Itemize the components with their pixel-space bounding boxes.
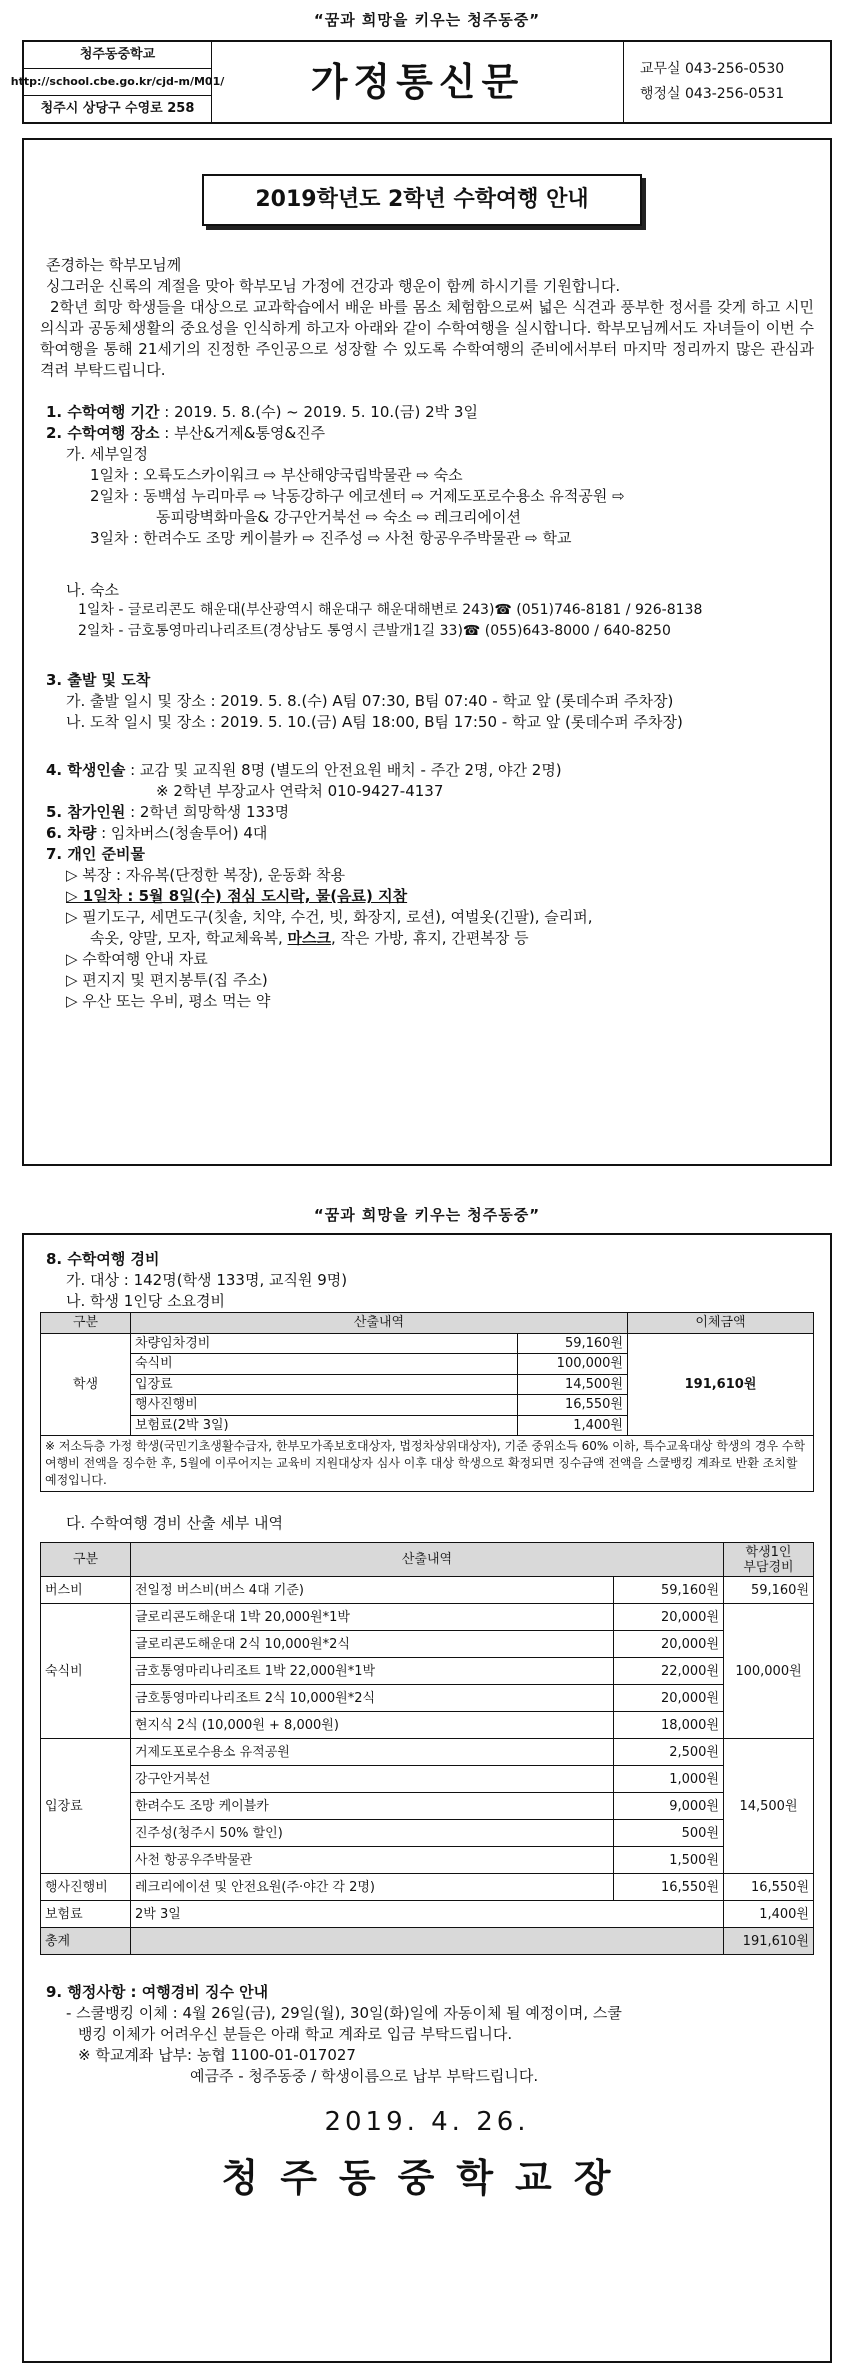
row-detail: 금호통영마리나리조트 1박 22,000원*1박 <box>131 1658 614 1685</box>
phone-teachers: 교무실 043-256-0530 <box>640 61 785 78</box>
cost-value: 100,000원 <box>518 1354 628 1375</box>
row-value: 1,000원 <box>614 1766 724 1793</box>
table-row <box>41 1658 814 1685</box>
row-value: 22,000원 <box>614 1658 724 1685</box>
low-income-note: ※ 저소득층 가정 학생(국민기초생활수급자, 한부모가족보호대상자, 법정차상위대상자), 기준 중위소득 60% 이하, 특수교육대상 학생의 경우 수학여행비 전액을 징수한 후, 5월에 이루어지는 교육비 지원대상자 심사 이후 대상 학생으로 확정되면 징수금액 전액을 스쿨뱅킹 계좌로 반환 조치할 예정입니다. <box>40 1436 814 1492</box>
section-value: : 2학년 희망학생 133명 <box>125 803 290 821</box>
row-detail: 금호통영마리나리조트 2식 10,000원*2식 <box>131 1685 614 1712</box>
row-sum: 14,500원 <box>724 1739 814 1874</box>
cost-summary-table <box>40 1312 814 1436</box>
section-label: 2. 수학여행 장소 <box>46 424 160 442</box>
header-type: 구분 <box>41 1543 131 1577</box>
section-admin <box>40 1982 814 2003</box>
row-detail: 진주성(청주시 50% 할인) <box>131 1820 614 1847</box>
row-detail: 한려수도 조망 케이블카 <box>131 1793 614 1820</box>
section-value: : 여행경비 징수 안내 <box>125 1983 269 2002</box>
table-row <box>41 1631 814 1658</box>
intro-paragraph-1: 싱그러운 신록의 계절을 맞아 학부모님 가정에 건강과 행운이 함께 하시기를 기원합니다. <box>46 277 621 295</box>
motto: “꿈과 희망을 키우는 청주동중” <box>313 1206 541 1224</box>
table-row <box>41 1901 814 1928</box>
row-sum: 16,550원 <box>724 1874 814 1901</box>
row-value: 2,500원 <box>614 1739 724 1766</box>
row-detail: 현지식 2식 (10,000원 + 8,000원) <box>131 1712 614 1739</box>
row-value: 1,500원 <box>614 1847 724 1874</box>
header-type: 구분 <box>41 1313 131 1334</box>
account-holder: 예금주 - 청주동중 / 학생이름으로 납부 부탁드립니다. <box>190 2067 539 2086</box>
cost-item: 숙식비 <box>131 1354 518 1375</box>
table-row <box>41 1604 814 1631</box>
page-2 <box>0 1195 854 2366</box>
mask-text: 마스크 <box>287 929 332 947</box>
contact-info <box>624 42 830 122</box>
page-1 <box>0 0 854 1170</box>
cost-per-student: 나. 학생 1인당 소요경비 <box>66 1292 226 1310</box>
section-period <box>40 402 814 423</box>
row-sum: 191,610원 <box>724 1928 814 1955</box>
row-type: 보험료 <box>41 1901 131 1928</box>
row-value: 20,000원 <box>614 1685 724 1712</box>
table-row <box>41 1793 814 1820</box>
section-departure: 3. 출발 및 도착 <box>46 671 151 689</box>
letter-header <box>10 40 832 124</box>
cost-item: 보험료(2박 3일) <box>131 1415 518 1436</box>
cost-detail-heading: 다. 수학여행 경비 산출 세부 내역 <box>66 1514 283 1533</box>
greeting: 존경하는 학부모님께 <box>46 256 182 274</box>
section-label: 4. 학생인솔 <box>46 761 126 779</box>
intro-paragraph-2: 2학년 희망 학생들을 대상으로 교과학습에서 배운 바를 몸소 체험함으로써 넓은 식견과 풍부한 정서를 갖게 하고 시민의식과 공동체생활의 중요성을 인식하게 하고자 아래와 같이 수학여행을 실시합니다. 학부모님께서도 자녀들이 이번 수학여행을 통해 21세기의 진정한 주인공으로 성장할 수 있도록 수학여행의 준비에서부터 마지막 정리까지 많은 관심과 격려 부탁드립니다. <box>40 298 814 379</box>
header-line: 부담경비 <box>743 1559 794 1575</box>
document-title: 2019학년도 2학년 수학여행 안내 <box>202 174 642 226</box>
principal-signature: 청주동중학교장 <box>221 2155 633 2201</box>
section-label: 6. 차량 <box>46 824 97 842</box>
cost-item: 행사진행비 <box>131 1395 518 1416</box>
row-type: 행사진행비 <box>41 1874 131 1901</box>
cost-value: 16,550원 <box>518 1395 628 1416</box>
departure-info: 가. 출발 일시 및 장소 : 2019. 5. 8.(수) A팀 07:30, B팀 07:40 - 학교 앞 (롯데수퍼 주차장) <box>66 692 674 710</box>
section-value: : 2019. 5. 8.(수) ~ 2019. 5. 10.(금) 2박 3일 <box>159 403 478 421</box>
section-label: 9. 행정사항 <box>46 1983 126 2002</box>
letter-title: 가정통신문 <box>212 42 624 122</box>
section-place <box>40 423 814 444</box>
table-row <box>41 1766 814 1793</box>
row-value: 16,550원 <box>614 1874 724 1901</box>
row-type: 버스비 <box>41 1577 131 1604</box>
row-sum: 1,400원 <box>724 1901 814 1928</box>
row-sum: 100,000원 <box>724 1604 814 1739</box>
section-label: 5. 참가인원 <box>46 803 126 821</box>
row-detail: 글로리콘도해운대 1박 20,000원*1박 <box>131 1604 614 1631</box>
item-clothing: ▷ 복장 : 자유복(단정한 복장), 운동화 착용 <box>66 866 346 884</box>
section-value: : 임차버스(청솔투어) 4대 <box>96 824 268 842</box>
row-value: 20,000원 <box>614 1631 724 1658</box>
section-label: 1. 수학여행 기간 <box>46 403 160 421</box>
banking-info-cont: 뱅킹 이체가 어려우신 분들은 아래 학교 계좌로 입금 부탁드립니다. <box>78 2025 513 2044</box>
supplies-text: , 작은 가방, 휴지, 간편복장 등 <box>331 929 529 947</box>
banking-info: - 스쿨뱅킹 이체 : 4월 26일(금), 29일(월), 30일(화)일에 자동이체 될 예정이며, 스쿨 <box>66 2004 622 2023</box>
table-row <box>41 1820 814 1847</box>
row-detail: 거제도포로수용소 유적공원 <box>131 1739 614 1766</box>
lodging-day1: 1일차 - 글로리콘도 해운대(부산광역시 해운대구 해운대해변로 243)☎ (051)746-8181 / 926-8138 <box>78 602 703 618</box>
cost-value: 59,160원 <box>518 1333 628 1354</box>
item-letter: ▷ 편지지 및 편지봉투(집 주소) <box>66 971 268 989</box>
cost-item: 입장료 <box>131 1374 518 1395</box>
section-vehicle <box>40 823 814 844</box>
notice-content <box>40 255 814 1012</box>
row-value: 18,000원 <box>614 1712 724 1739</box>
table-row-total <box>41 1928 814 1955</box>
row-value: 59,160원 <box>614 1577 724 1604</box>
table-row <box>41 1847 814 1874</box>
table-row <box>41 1685 814 1712</box>
cost-value: 14,500원 <box>518 1374 628 1395</box>
section-escort <box>40 760 814 781</box>
student-label: 학생 <box>41 1333 131 1436</box>
item-guide: ▷ 수학여행 안내 자료 <box>66 950 208 968</box>
row-detail: 글로리콘도해운대 2식 10,000원*2식 <box>131 1631 614 1658</box>
transfer-total: 191,610원 <box>628 1333 814 1436</box>
row-detail: 강구안거북선 <box>131 1766 614 1793</box>
schedule-heading: 가. 세부일정 <box>66 445 148 463</box>
header-detail: 산출내역 <box>131 1543 724 1577</box>
motto: “꿈과 희망을 키우는 청주동중” <box>313 11 541 29</box>
notice-body-2 <box>22 1233 832 2363</box>
lodging-heading: 나. 숙소 <box>66 581 120 599</box>
cost-detail-table <box>40 1542 814 1955</box>
row-value: 20,000원 <box>614 1604 724 1631</box>
header-amount: 이체금액 <box>628 1313 814 1334</box>
table-row <box>41 1577 814 1604</box>
schedule-day1: 1일차 : 오륙도스카이워크 ⇨ 부산해양국립박물관 ⇨ 숙소 <box>90 466 463 484</box>
school-name: 청주동중학교 <box>24 42 211 69</box>
row-sum: 59,160원 <box>724 1577 814 1604</box>
cost-content <box>40 1249 814 2204</box>
schedule-day2: 2일차 : 동백섬 누리마루 ⇨ 낙동강하구 에코센터 ⇨ 거제도포로수용소 유적공원 ⇨ <box>90 487 625 505</box>
header-per-student <box>724 1543 814 1577</box>
school-url[interactable]: http://school.cbe.go.kr/cjd-m/M01/ <box>24 69 211 96</box>
escort-contact: ※ 2학년 부장교사 연락처 010-9427-4137 <box>156 782 444 800</box>
section-items: 7. 개인 준비물 <box>46 845 146 863</box>
cost-target: 가. 대상 : 142명(학생 133명, 교직원 9명) <box>66 1271 348 1289</box>
cost-item: 차량임차경비 <box>131 1333 518 1354</box>
cost-value: 1,400원 <box>518 1415 628 1436</box>
item-umbrella: ▷ 우산 또는 우비, 평소 먹는 약 <box>66 992 271 1010</box>
issue-date: 2019. 4. 26. <box>324 2107 530 2138</box>
row-detail: 2박 3일 <box>131 1901 724 1928</box>
item-supplies: ▷ 필기도구, 세면도구(칫솔, 치약, 수건, 빗, 화장지, 로션), 여벌옷(긴팔), 슬리퍼, <box>66 908 593 926</box>
table-row <box>41 1333 814 1354</box>
lodging-day2: 2일차 - 금호통영마리나리조트(경상남도 통영시 큰발개1길 33)☎ (055)643-8000 / 640-8250 <box>78 623 671 639</box>
item-supplies-cont <box>40 928 814 949</box>
row-type: 입장료 <box>41 1739 131 1874</box>
table-row <box>41 1712 814 1739</box>
supplies-text: 속옷, 양말, 모자, 학교체육복, <box>90 929 288 947</box>
header-line: 학생1인 <box>745 1544 792 1560</box>
row-type: 숙식비 <box>41 1604 131 1739</box>
section-participants <box>40 802 814 823</box>
row-detail-empty <box>131 1928 724 1955</box>
row-value: 500원 <box>614 1820 724 1847</box>
item-lunch: ▷ 1일차 : 5월 8일(수) 점심 도시락, 물(음료) 지참 <box>66 887 408 905</box>
schedule-day2-cont: 동피랑벽화마을& 강구안거북선 ⇨ 숙소 ⇨ 레크리에이션 <box>156 508 521 526</box>
school-account: ※ 학교계좌 납부: 농협 1100-01-017027 <box>78 2046 356 2065</box>
section-cost: 8. 수학여행 경비 <box>46 1250 160 1268</box>
school-address: 청주시 상당구 수영로 258 <box>40 101 195 117</box>
row-type: 총계 <box>41 1928 131 1955</box>
schedule-day3: 3일차 : 한려수도 조망 케이블카 ⇨ 진주성 ⇨ 사천 항공우주박물관 ⇨ 학교 <box>90 529 572 547</box>
row-detail: 전일정 버스비(버스 4대 기준) <box>131 1577 614 1604</box>
arrival-info: 나. 도착 일시 및 장소 : 2019. 5. 10.(금) A팀 18:00, B팀 17:50 - 학교 앞 (롯데수퍼 주차장) <box>66 713 683 731</box>
phone-admin: 행정실 043-256-0531 <box>640 86 785 102</box>
row-detail: 레크리에이션 및 안전요원(주·야간 각 2명) <box>131 1874 614 1901</box>
table-row <box>41 1874 814 1901</box>
row-detail: 사천 항공우주박물관 <box>131 1847 614 1874</box>
section-value: : 부산&거제&통영&진주 <box>159 424 326 442</box>
school-info <box>10 42 225 122</box>
table-row <box>41 1739 814 1766</box>
section-value: : 교감 및 교직원 8명 (별도의 안전요원 배치 - 주간 2명, 야간 2명) <box>125 761 562 779</box>
header-detail: 산출내역 <box>131 1313 628 1334</box>
row-value: 9,000원 <box>614 1793 724 1820</box>
notice-body <box>22 138 832 1166</box>
